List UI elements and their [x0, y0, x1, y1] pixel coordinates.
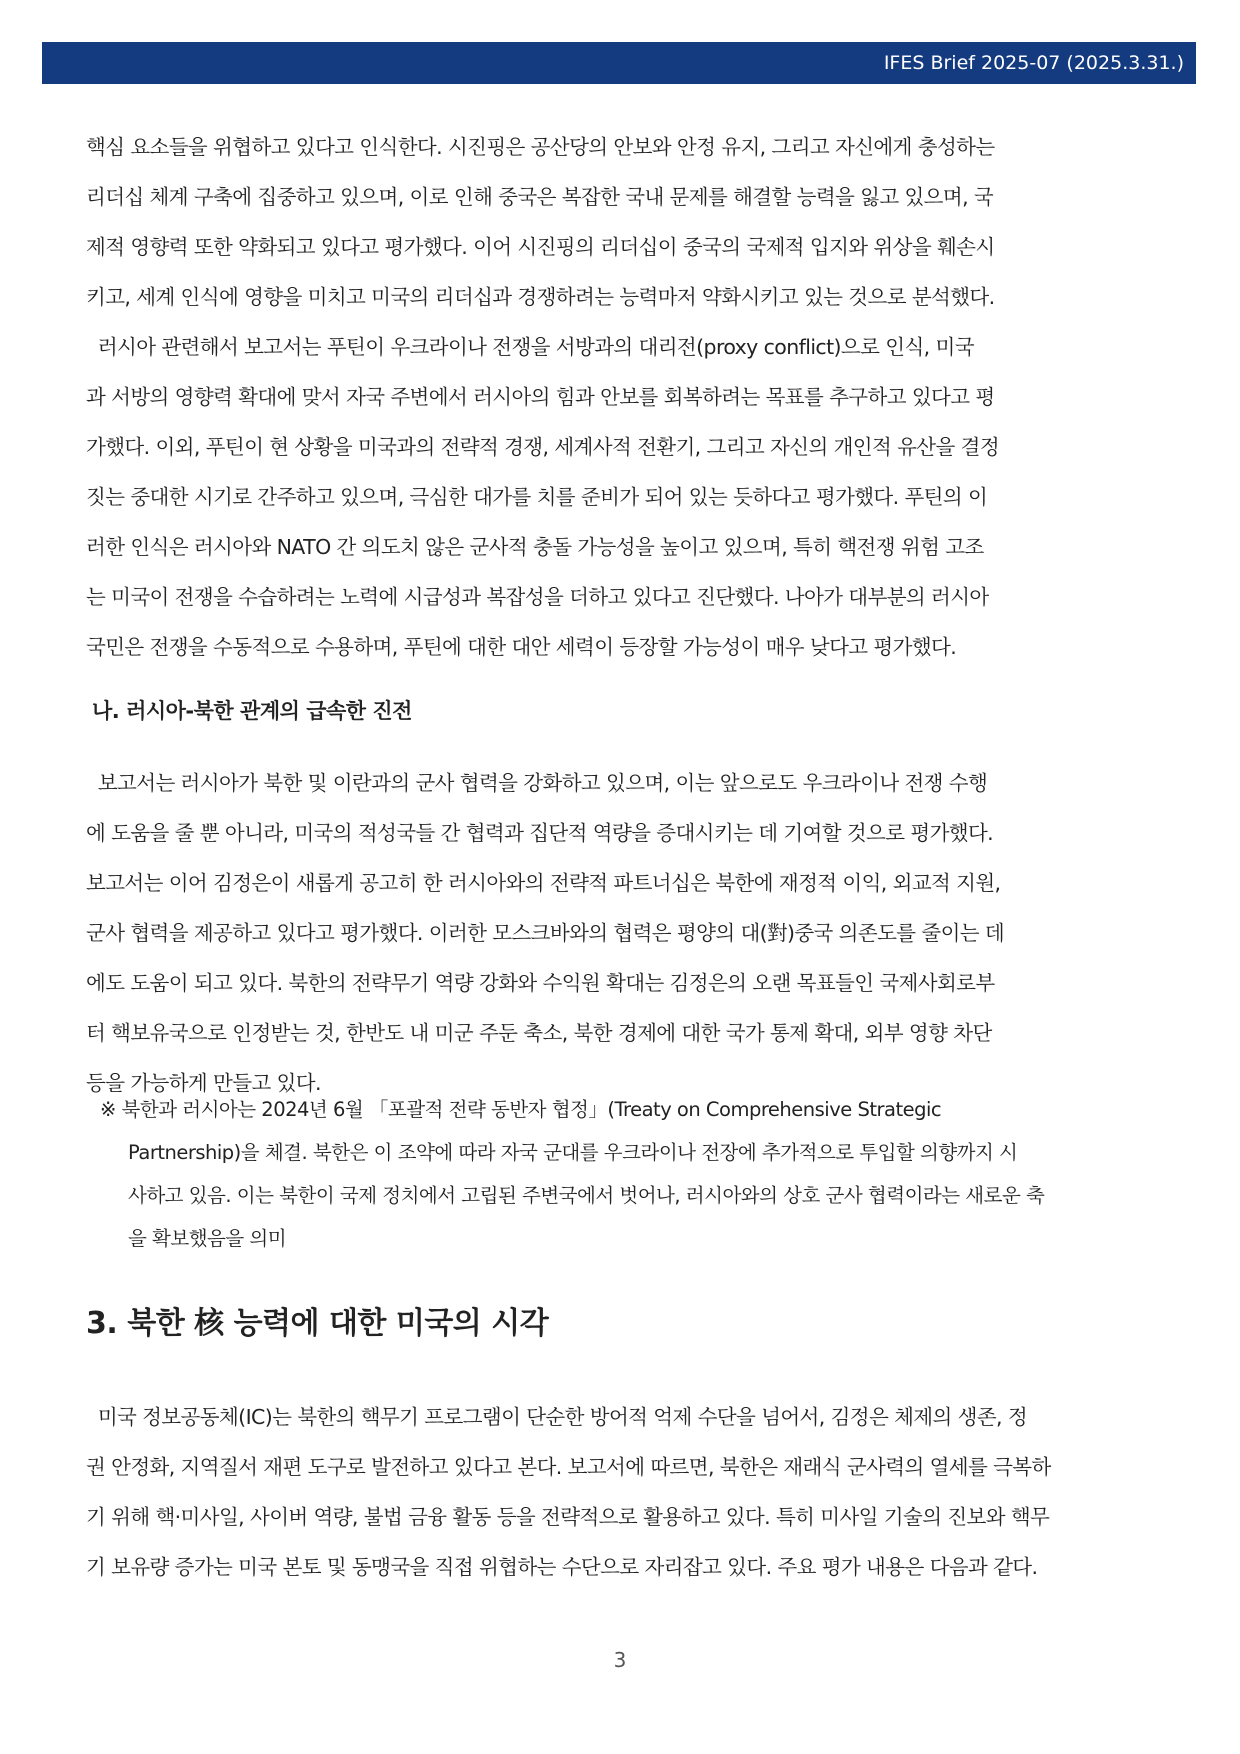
document-header-bar [42, 42, 1196, 84]
text-line: 에도 도움이 되고 있다. 북한의 전략무기 역량 강화와 수익원 확대는 김정은의 오랜 목표들인 국제사회로부 [86, 971, 995, 995]
text-line: 제적 영향력 또한 약화되고 있다고 평가했다. 이어 시진핑의 리더십이 중국의 국제적 입지와 위상을 훼손시 [86, 235, 995, 259]
text-line: 권 안정화, 지역질서 재편 도구로 발전하고 있다고 본다. 보고서에 따르면, 북한은 재래식 군사력의 열세를 극복하 [86, 1455, 1051, 1479]
paragraph-china-assessment [86, 122, 1148, 322]
text-line: 과 서방의 영향력 확대에 맞서 자국 주변에서 러시아의 힘과 안보를 회복하려는 목표를 추구하고 있다고 평 [86, 385, 995, 409]
text-line: 등을 가능하게 만들고 있다. [86, 1071, 321, 1095]
paragraph-us-intelligence-view [86, 1392, 1148, 1592]
text-line: 러한 인식은 러시아와 NATO 간 의도치 않은 군사적 충돌 가능성을 높이고 있으며, 특히 핵전쟁 위험 고조 [86, 535, 984, 559]
text-line: 터 핵보유국으로 인정받는 것, 한반도 내 미군 주둔 축소, 북한 경제에 대한 국가 통제 확대, 외부 영향 차단 [86, 1021, 992, 1045]
text-line: 키고, 세계 인식에 영향을 미치고 미국의 리더십과 경쟁하려는 능력마저 약화시키고 있는 것으로 분석했다. [86, 285, 995, 309]
text-line: 보고서는 이어 김정은이 새롭게 공고히 한 러시아와의 전략적 파트너십은 북한에 재정적 이익, 외교적 지원, [86, 871, 1001, 895]
text-line: 가했다. 이외, 푸틴이 현 상황을 미국과의 전략적 경쟁, 세계사적 전환기, 그리고 자신의 개인적 유산을 결정 [86, 435, 1000, 459]
note-line: 사하고 있음. 이는 북한이 국제 정치에서 고립된 주변국에서 벗어나, 러시아와의 상호 군사 협력이라는 새로운 축 [128, 1184, 1045, 1207]
text-line: 러시아 관련해서 보고서는 푸틴이 우크라이나 전쟁을 서방과의 대리전(proxy conflict)으로 인식, 미국 [86, 335, 974, 359]
text-line: 미국 정보공동체(IC)는 북한의 핵무기 프로그램이 단순한 방어적 억제 수단을 넘어서, 김정은 체제의 생존, 정 [86, 1405, 1028, 1429]
text-line: 는 미국이 전쟁을 수습하려는 노력에 시급성과 복잡성을 더하고 있다고 진단했다. 나아가 대부분의 러시아 [86, 585, 989, 609]
text-line: 리더십 체계 구축에 집중하고 있으며, 이로 인해 중국은 복잡한 국내 문제를 해결할 능력을 잃고 있으며, 국 [86, 185, 994, 209]
subsection-heading: 나. 러시아-북한 관계의 급속한 진전 [92, 699, 412, 723]
text-line: 기 위해 핵·미사일, 사이버 역량, 불법 금융 활동 등을 전략적으로 활용하고 있다. 특히 미사일 기술의 진보와 핵무 [86, 1505, 1050, 1529]
header-brief-label: IFES Brief 2025-07 (2025.3.31.) [883, 52, 1184, 74]
text-line: 국민은 전쟁을 수동적으로 수용하며, 푸틴에 대한 대안 세력이 등장할 가능성이 매우 낮다고 평가했다. [86, 635, 957, 659]
text-line: 기 보유량 증가는 미국 본토 및 동맹국을 직접 위협하는 수단으로 자리잡고 있다. 주요 평가 내용은 다음과 같다. [86, 1555, 1038, 1579]
paragraph-nk-russia-relations [86, 758, 1148, 1108]
reference-note [100, 1088, 1148, 1260]
section-title: 3. 북한 核 능력에 대한 미국의 시각 [86, 1306, 549, 1341]
note-line: Partnership)을 체결. 북한은 이 조약에 따라 자국 군대를 우크라이나 전장에 추가적으로 투입할 의향까지 시 [128, 1141, 1018, 1164]
note-line: ※ 북한과 러시아는 2024년 6월 「포괄적 전략 동반자 협정」(Treaty on Comprehensive Strategic [100, 1098, 942, 1121]
text-line: 에 도움을 줄 뿐 아니라, 미국의 적성국들 간 협력과 집단적 역량을 증대시키는 데 기여할 것으로 평가했다. [86, 821, 994, 845]
text-line: 보고서는 러시아가 북한 및 이란과의 군사 협력을 강화하고 있으며, 이는 앞으로도 우크라이나 전쟁 수행 [86, 771, 988, 795]
page-number: 3 [613, 1648, 627, 1672]
note-line: 을 확보했음을 의미 [128, 1227, 287, 1250]
text-line: 핵심 요소들을 위협하고 있다고 인식한다. 시진핑은 공산당의 안보와 안정 유지, 그리고 자신에게 충성하는 [86, 135, 995, 159]
text-line: 짓는 중대한 시기로 간주하고 있으며, 극심한 대가를 치를 준비가 되어 있는 듯하다고 평가했다. 푸틴의 이 [86, 485, 988, 509]
paragraph-russia-assessment [86, 322, 1148, 672]
text-line: 군사 협력을 제공하고 있다고 평가했다. 이러한 모스크바와의 협력은 평양의 대(對)중국 의존도를 줄이는 데 [86, 921, 1005, 945]
